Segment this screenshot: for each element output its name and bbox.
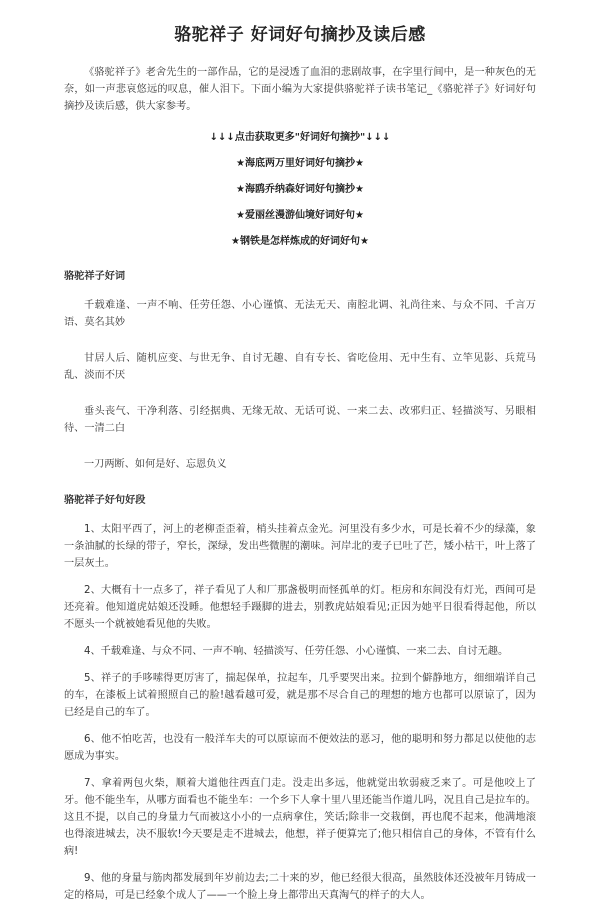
more-link[interactable]: ↓↓↓点击获取更多"好词好句摘抄"↓↓↓ xyxy=(209,132,391,143)
words-paragraph: 垂头丧气、干净利落、引经据典、无缘无故、无话可说、一来二去、改邪归正、轻描淡写、另眼相待、一清二白 xyxy=(64,406,536,434)
sentence-paragraph: 6、他不怕吃苦，也没有一般洋车夫的可以原谅而不便效法的恶习，他的聪明和努力都足以使他的志愿成为事实。 xyxy=(64,734,536,762)
sentences-list xyxy=(64,521,536,904)
link-row-2 xyxy=(64,177,536,203)
sentence-paragraph: 5、祥子的手哆嗦得更厉害了，揣起保单，拉起车，几乎要哭出来。拉到个僻静地方，细细端详自己的车，在漆板上试着照照自己的脸!越看越可爱，就是那不尽合自己的理想的地方也都可以原谅了，因为已经是自己的车了。 xyxy=(64,673,536,718)
intro-paragraph: 《骆驼祥子》老舍先生的一部作品，它的是浸透了血泪的悲剧故事，在字里行间中，是一种灰色的无奈，如一声悲哀悠远的叹息，催人泪下。下面小编为大家提供骆驼祥子读书笔记_《骆驼祥子》好词好句摘抄及读后感，供大家参考。 xyxy=(64,67,536,112)
section-heading-words: 骆驼祥子好词 xyxy=(64,271,126,282)
sentence-paragraph: 2、大概有十一点多了，祥子看见了人和厂那盏极明而怪孤单的灯。柜房和东间没有灯光，西间可是还亮着。他知道虎姑娘还没睡。他想轻手蹑脚的进去，别教虎姑娘看见;正因为她平日很看得起他，所以不愿头一个就被她看见他的失败。 xyxy=(64,585,536,630)
words-paragraph: 千载难逢、一声不响、任劳任怨、小心谨慎、无法无天、南腔北调、礼尚往来、与众不同、千言万语、莫名其妙 xyxy=(64,300,536,328)
page-title: 骆驼祥子 好词好句摘抄及读后感 xyxy=(174,25,426,45)
link-alice[interactable]: ★爱丽丝漫游仙境好词好句★ xyxy=(236,210,364,221)
link-hai-di[interactable]: ★海底两万里好词好句摘抄★ xyxy=(236,158,364,169)
words-paragraph: 一刀两断、如何是好、忘恩负义 xyxy=(84,459,227,470)
words-paragraph: 甘居人后、随机应变、与世无争、自讨无趣、自有专长、省吃俭用、无中生有、立竿见影、兵荒马乱、淡而不厌 xyxy=(64,353,536,381)
more-link-row xyxy=(64,125,536,151)
sentence-paragraph: 4、千载难逢、与众不同、一声不响、轻描淡写、任劳任怨、小心谨慎、一来二去、自讨无趣。 xyxy=(84,646,509,657)
words-list xyxy=(64,297,536,473)
sentence-paragraph: 9、他的身量与筋肉都发展到年岁前边去;二十来的岁，他已经很大很高，虽然肢体还没被年月铸成一定的格局，可是已经象个成人了——一个脸上身上都带出天真淘气的样子的大人。 xyxy=(64,873,536,901)
sentence-paragraph: 1、太阳平西了，河上的老柳歪歪着，梢头挂着点金光。河里没有多少水，可是长着不少的绿藻，象一条油腻的长绿的带子，窄长，深绿，发出些微腥的潮味。河岸北的麦子已吐了芒，矮小枯干，叶上落了一层灰土。 xyxy=(64,524,536,569)
link-hai-ou[interactable]: ★海鸥乔纳森好词好句摘抄★ xyxy=(236,184,364,195)
link-row-1 xyxy=(64,151,536,177)
sentence-paragraph: 7、拿着两包火柴，顺着大道他往西直门走。没走出多远，他就觉出软弱疲乏来了。可是他咬上了牙。他不能坐车，从哪方面看也不能坐车：一个乡下人拿十里八里还能当作道儿吗，况且自己是拉车的。这且不提，以自己的身量力气而被这小小的一点病拿住，笑话;除非一交栽倒，再也爬不起来，他满地滚也得滚进城去，决不服软!今天要是走不进城去，他想，祥子便算完了;他只相信自己的身体，不管有什么病! xyxy=(64,778,536,857)
link-row-3 xyxy=(64,203,536,229)
link-row-4 xyxy=(64,229,536,255)
section-heading-sentences: 骆驼祥子好句好段 xyxy=(64,495,146,506)
link-gang-tie[interactable]: ★钢铁是怎样炼成的好词好句★ xyxy=(231,236,369,247)
